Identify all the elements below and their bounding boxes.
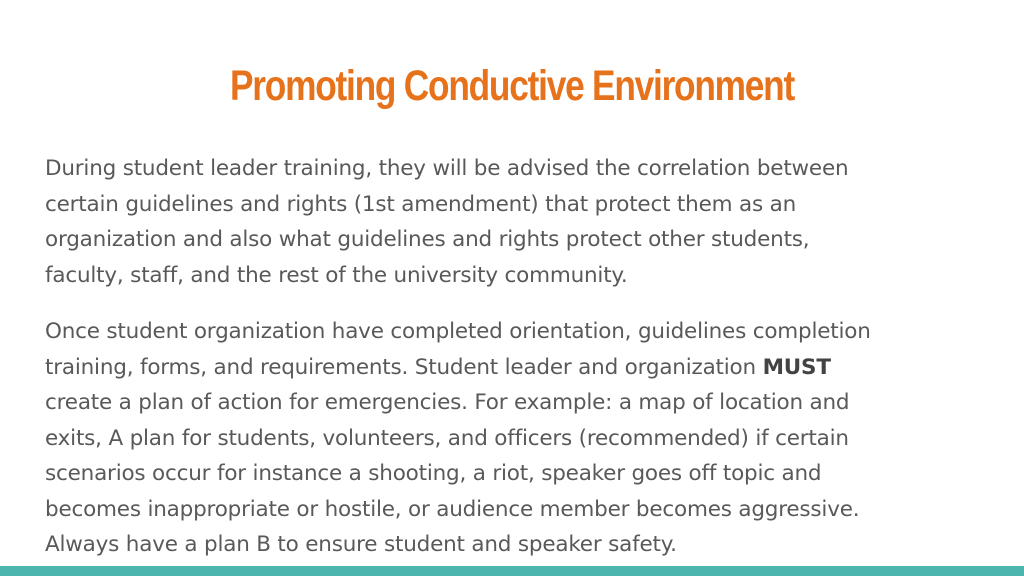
paragraph-line: certain guidelines and rights (1st amendment) that protect them as an [45, 191, 797, 217]
paragraph-line: During student leader training, they will be advised the correlation between [45, 156, 849, 181]
paragraph-training [45, 151, 995, 293]
paragraph-line: organization and also what guidelines and rights protect other students, [45, 227, 810, 252]
paragraph-line: scenarios occur for instance a shooting, a riot, speaker goes off topic and [45, 461, 822, 486]
footer-accent-bar [0, 566, 1024, 576]
paragraph-text: training, forms, and requirements. Student leader and organization [45, 354, 763, 380]
paragraph-line: create a plan of action for emergencies. For example: a map of location and [45, 390, 850, 415]
emphasis-must: MUST [762, 354, 831, 380]
paragraph-line: Always have a plan B to ensure student and speaker safety. [45, 532, 677, 557]
paragraph-line [45, 350, 995, 386]
paragraph-line: becomes inappropriate or hostile, or audience member becomes aggressive. [45, 496, 860, 522]
paragraph-line: Once student organization have completed orientation, guidelines completion [45, 319, 871, 344]
slide-title: Promoting Conductive Environment [229, 62, 795, 110]
paragraph-line: exits, A plan for students, volunteers, and officers (recommended) if certain [45, 425, 849, 451]
paragraph-line: faculty, staff, and the rest of the university community. [45, 262, 628, 288]
paragraph-emergency-plan [45, 314, 995, 563]
slide-body [45, 151, 995, 563]
